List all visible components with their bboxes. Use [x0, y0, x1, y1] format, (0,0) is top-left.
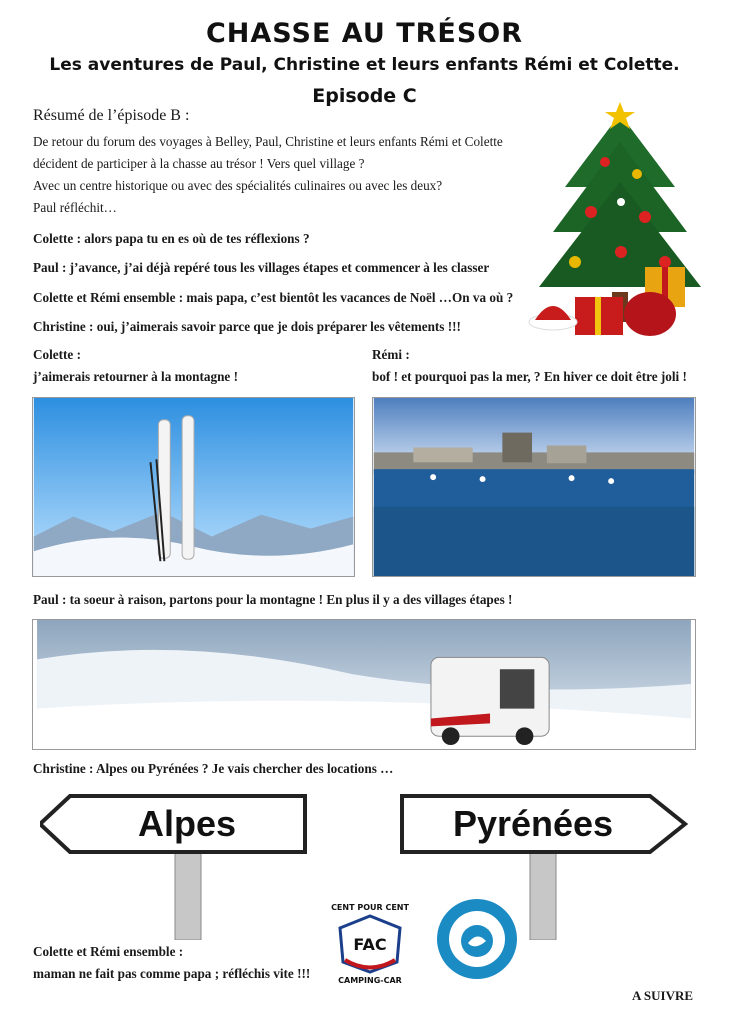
colette-name: Colette : — [33, 347, 81, 362]
summary-line: De retour du forum des voyages à Belley, Paul, Christine et leurs enfants Rémi et Colette — [33, 134, 503, 149]
sign-pyrenees-label: Pyrénées — [452, 803, 614, 844]
remi-text: bof ! et pourquoi pas la mer, ? En hiver ce doit être joli ! — [372, 369, 687, 384]
campervan-snow-photo — [32, 619, 696, 750]
remi-speech — [372, 344, 687, 388]
fac-logo — [325, 900, 415, 985]
dialog-line-christine: Christine : oui, j’aimerais savoir parce que je dois préparer les vêtements !!! — [33, 319, 461, 334]
svg-text:FAC: FAC — [353, 935, 387, 954]
colette-text: j’aimerais retourner à la montagne ! — [33, 369, 238, 384]
page-title: CHASSE AU TRÉSOR — [205, 18, 524, 49]
episode-label: Episode C — [312, 85, 417, 107]
christmas-tree-image — [525, 92, 715, 342]
summary-line: Paul réfléchit… — [33, 200, 117, 215]
dialog-line-children: Colette et Rémi ensemble : mais papa, c’est bientôt les vacances de Noël …On va où ? — [33, 290, 514, 305]
ffve-logo — [430, 897, 525, 982]
dialog-line-colette: Colette : alors papa tu en es où de tes réflexions ? — [33, 231, 310, 246]
remi-name: Rémi : — [372, 347, 410, 362]
harbor-sea-photo — [372, 397, 696, 577]
dialog-line-paul-mountain: Paul : ta soeur à raison, partons pour la montagne ! En plus il y a des villages étapes ! — [33, 592, 513, 607]
ending-speech — [33, 941, 310, 985]
svg-text:CENT POUR CENT: CENT POUR CENT — [331, 903, 409, 912]
ending-name: Colette et Rémi ensemble : — [33, 944, 184, 959]
dialog-line-paul: Paul : j’avance, j’ai déjà repéré tous les villages étapes et commencer à les classer — [33, 260, 490, 275]
summary-line: Avec un centre historique ou avec des spécialités culinaires ou avec les deux? — [33, 178, 443, 193]
summary-text — [33, 131, 553, 219]
page-subtitle: Les aventures de Paul, Christine et leurs enfants Rémi et Colette. — [49, 55, 680, 75]
summary-line: décident de participer à la chasse au trésor ! Vers quel village ? — [33, 156, 365, 171]
ski-mountain-photo — [32, 397, 355, 577]
a-suivre-label: A SUIVRE — [632, 988, 694, 1003]
colette-speech — [33, 344, 238, 388]
svg-text:CAMPING-CAR: CAMPING-CAR — [338, 976, 402, 985]
summary-title: Résumé de l’épisode B : — [33, 107, 190, 124]
sign-alpes-label: Alpes — [137, 803, 237, 844]
dialog-line-christine-choice: Christine : Alpes ou Pyrénées ? Je vais chercher des locations … — [33, 761, 394, 776]
ending-text: maman ne fait pas comme papa ; réfléchis vite !!! — [33, 966, 311, 981]
sign-alpes — [40, 790, 310, 940]
